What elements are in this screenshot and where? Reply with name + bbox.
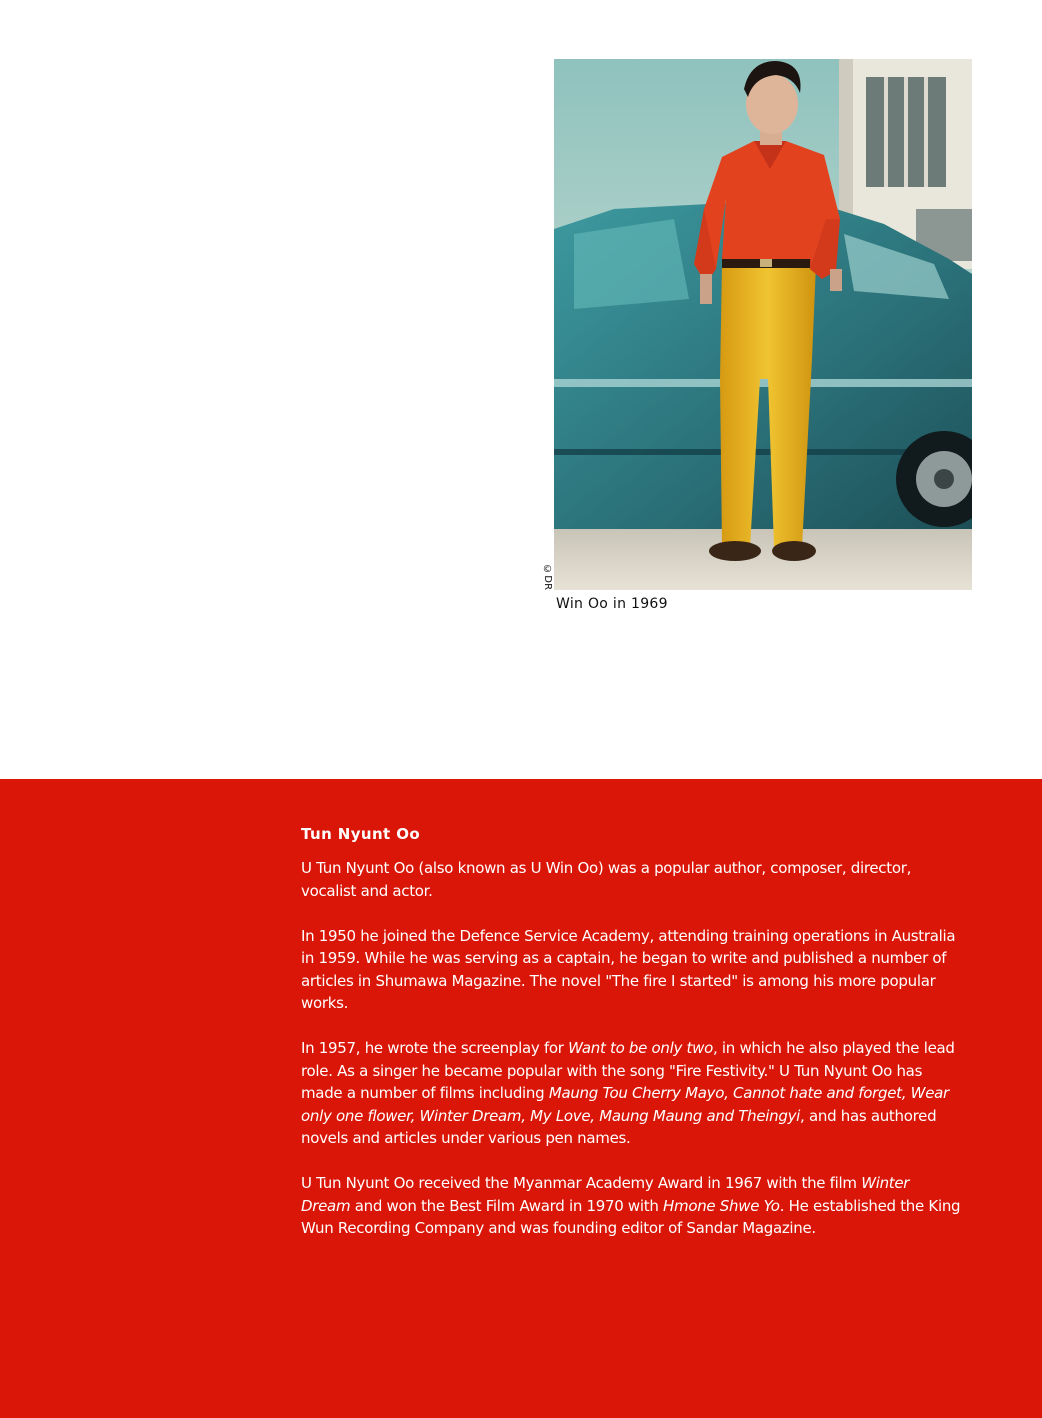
film-title-winter-dream: Winter Dream bbox=[301, 1174, 910, 1215]
photo-illustration bbox=[554, 59, 972, 590]
portrait-photo bbox=[554, 59, 972, 590]
film-title-hmone-shwe-yo: Hmone Shwe Yo bbox=[663, 1196, 780, 1215]
bio-p4-text-e: . He established the King Wun Recording Company and was founding editor of Sandar Magazine. bbox=[301, 1196, 961, 1237]
bio-p3-text-c: , in which he also played the lead role. As a singer he became popular with the song "Fire Festivity." U Tun Nyunt Oo has made a number of films including bbox=[301, 1039, 955, 1102]
film-titles-list: Maung Tou Cherry Mayo, Cannot hate and forget, Wear only one flower, Winter Dream, My Love, Maung Maung and Theingyi bbox=[301, 1084, 949, 1125]
biography-paragraph-4 bbox=[301, 1172, 961, 1240]
bio-p4-text-c: and won the Best Film Award in 1970 with bbox=[350, 1196, 664, 1215]
biography-text bbox=[301, 823, 961, 1262]
film-title-want-to-be-only-two: Want to be only two bbox=[568, 1039, 713, 1057]
biography-paragraph-2: In 1950 he joined the Defence Service Academy, attending training operations in Australia in 1959. While he was serving as a captain, he began to write and published a number of articles in Shumawa Magazine. The novel "The fire I started" is among his more popular works. bbox=[301, 926, 956, 1012]
biography-paragraph-3 bbox=[301, 1037, 961, 1150]
pavement bbox=[554, 529, 972, 590]
photo-caption: Win Oo in 1969 bbox=[556, 596, 668, 612]
photo-credit: ©DR bbox=[542, 564, 553, 591]
bio-p4-text-a: U Tun Nyunt Oo received the Myanmar Academy Award in 1967 with the film bbox=[301, 1174, 862, 1192]
bio-p3-text-e: , and has authored novels and articles under various pen names. bbox=[301, 1106, 937, 1147]
biography-heading: Tun Nyunt Oo bbox=[301, 825, 421, 843]
bio-p3-text-a: In 1957, he wrote the screenplay for bbox=[301, 1039, 569, 1057]
biography-paragraph-1: U Tun Nyunt Oo (also known as U Win Oo) was a popular author, composer, director, vocalist and actor. bbox=[301, 859, 912, 900]
